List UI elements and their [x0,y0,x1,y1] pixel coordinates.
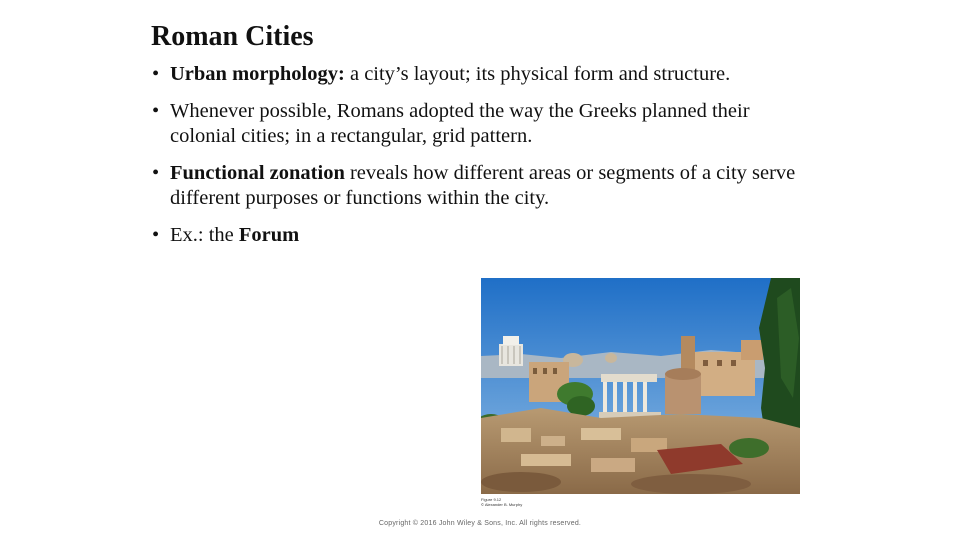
copyright-footer: Copyright © 2016 John Wiley & Sons, Inc. All rights reserved. [378,520,582,527]
figure-number: Figure 9.12 [481,497,502,502]
photo-credit: © Alexander B. Murphy [481,502,523,507]
bullet-item [151,99,811,149]
bullet-text: reveals how different areas or segments of a city serve different purposes or functions within the city. [170,162,796,209]
bullet-marker: • [152,100,160,122]
bullet-marker: • [152,224,160,246]
bullet-text: a city’s layout; its physical form and structure. [344,63,731,85]
bullet-term: Urban morphology: [170,63,345,85]
bullet-marker: • [152,162,160,184]
bullet-text: Whenever possible, Romans adopted the way the Greeks planned their colonial cities; in a rectangular, grid pattern. [170,100,750,147]
bullet-term: Functional zonation [170,162,345,184]
bullet-text: Ex.: the [170,224,239,246]
slide-title: Roman Cities [151,21,314,52]
photo-caption [481,497,522,507]
bullet-item [151,62,811,87]
bullet-term-forum: Forum [238,224,300,246]
bullet-item [151,161,811,211]
bullet-marker: • [152,63,160,85]
bullet-item [151,223,811,248]
bullet-list [151,62,811,260]
roman-forum-photo [481,278,800,494]
